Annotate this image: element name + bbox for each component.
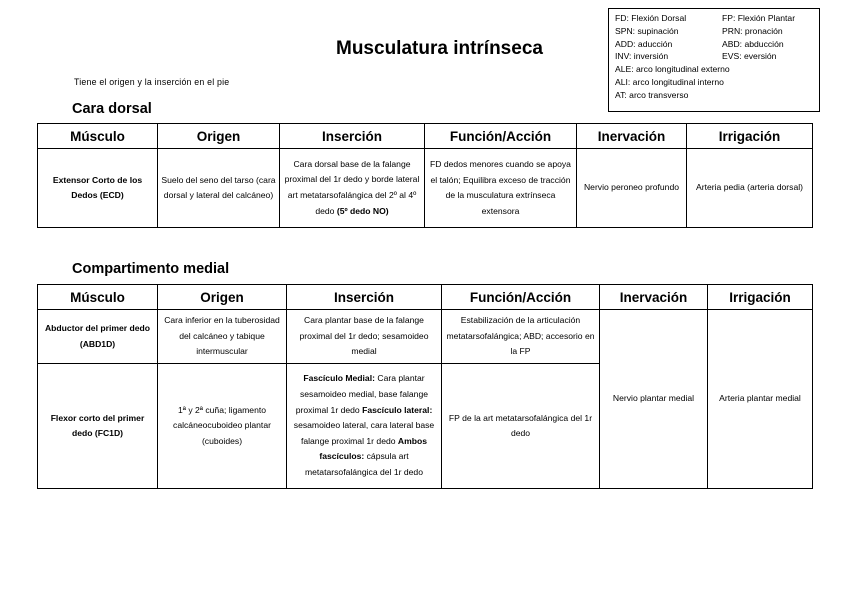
table-row xyxy=(38,310,813,364)
header-musculo: Músculo xyxy=(38,124,158,149)
cell-musculo: Flexor corto del primer dedo (FC1D) xyxy=(38,364,158,489)
cell-insercion xyxy=(287,364,442,489)
cell-origen: Suelo del seno del tarso (cara dorsal y lateral del calcáneo) xyxy=(158,149,280,228)
header-funcion: Función/Acción xyxy=(442,285,600,310)
legend-row xyxy=(615,50,813,63)
legend-entry: ADD: aducción xyxy=(615,38,673,49)
header-inervacion: Inervación xyxy=(577,124,687,149)
legend-entry: INV: inversión xyxy=(615,51,669,62)
header-origen: Origen xyxy=(158,124,280,149)
header-irrigacion: Irrigación xyxy=(687,124,813,149)
legend-row xyxy=(615,38,813,51)
cell-funcion: Estabilización de la articulación metatarsofalángica; ABD; accesorio en la FP xyxy=(442,310,600,364)
cell-irrigacion: Arteria pedia (arteria dorsal) xyxy=(687,149,813,228)
header-musculo: Músculo xyxy=(38,285,158,310)
header-irrigacion: Irrigación xyxy=(708,285,813,310)
legend-entry: ALE: arco longitudinal externo xyxy=(615,64,730,75)
fasciculo-label: Fascículo lateral: xyxy=(362,404,433,415)
cell-irrigacion: Arteria plantar medial xyxy=(708,310,813,489)
table-header-row xyxy=(38,285,813,310)
page-subtitle: Tiene el origen y la inserción en el pie xyxy=(74,77,230,87)
insercion-text: Cara dorsal base de la falange proximal del 1r dedo y borde lateral art metatarsofalángica del 2º al 4º dedo xyxy=(284,158,420,216)
cell-origen: Cara inferior en la tuberosidad del calcáneo y tabique intermuscular xyxy=(158,310,287,364)
header-inervacion: Inervación xyxy=(600,285,708,310)
header-insercion: Inserción xyxy=(287,285,442,310)
table-row xyxy=(38,149,813,228)
table-header-row xyxy=(38,124,813,149)
fasciculo-label: Fascículo Medial: xyxy=(303,373,375,384)
cell-insercion: Cara plantar base de la falange proximal del 1r dedo; sesamoideo medial xyxy=(287,310,442,364)
legend-entry: ABD: abducción xyxy=(722,38,784,49)
header-insercion: Inserción xyxy=(280,124,425,149)
legend-entry: FP: Flexión Plantar xyxy=(722,13,796,23)
cell-funcion: FD dedos menores cuando se apoya el talón; Equilibra exceso de tracción de la musculatura extrínseca extensora xyxy=(425,149,577,228)
abbreviation-legend xyxy=(608,8,820,112)
cell-insercion xyxy=(280,149,425,228)
fasciculo-text: sesamoideo lateral, cara lateral base falange proximal 1r dedo xyxy=(293,420,435,446)
cell-origen: 1ª y 2ª cuña; ligamento calcáneocuboideo plantar (cuboides) xyxy=(158,364,287,489)
fasciculo-label: Ambos fascículos: xyxy=(319,435,428,462)
fasciculo-text: cápsula art metatarsofalángica del 1r dedo xyxy=(304,451,423,477)
section-heading-dorsal: Cara dorsal xyxy=(72,101,152,117)
header-origen: Origen xyxy=(158,285,287,310)
legend-entry: EVS: eversión xyxy=(722,51,777,62)
cell-funcion: FP de la art metatarsofalángica del 1r dedo xyxy=(442,364,600,489)
legend-entry: ALI: arco longitudinal interno xyxy=(615,76,724,87)
insercion-note: (5º dedo NO) xyxy=(336,205,389,216)
legend-entry: AT: arco transverso xyxy=(615,89,689,100)
page-title: Musculatura intrínseca xyxy=(336,38,543,59)
legend-row xyxy=(615,12,813,25)
dorsal-table xyxy=(37,123,813,228)
legend-row xyxy=(615,89,813,102)
legend-entry: PRN: pronación xyxy=(722,25,783,36)
legend-row xyxy=(615,63,813,76)
legend-entry: SPN: supinación xyxy=(615,25,679,36)
cell-inervacion: Nervio plantar medial xyxy=(600,310,708,489)
legend-row xyxy=(615,25,813,38)
cell-musculo: Abductor del primer dedo (ABD1D) xyxy=(38,310,158,364)
legend-entry: FD: Flexión Dorsal xyxy=(615,13,687,23)
medial-table xyxy=(37,284,813,489)
fasciculo-text: Cara plantar sesamoideo medial, base falange proximal 1r dedo xyxy=(295,373,429,415)
cell-inervacion: Nervio peroneo profundo xyxy=(577,149,687,228)
section-heading-medial: Compartimento medial xyxy=(72,261,230,277)
header-funcion: Función/Acción xyxy=(425,124,577,149)
cell-musculo: Extensor Corto de los Dedos (ECD) xyxy=(38,149,158,228)
legend-row xyxy=(615,76,813,89)
